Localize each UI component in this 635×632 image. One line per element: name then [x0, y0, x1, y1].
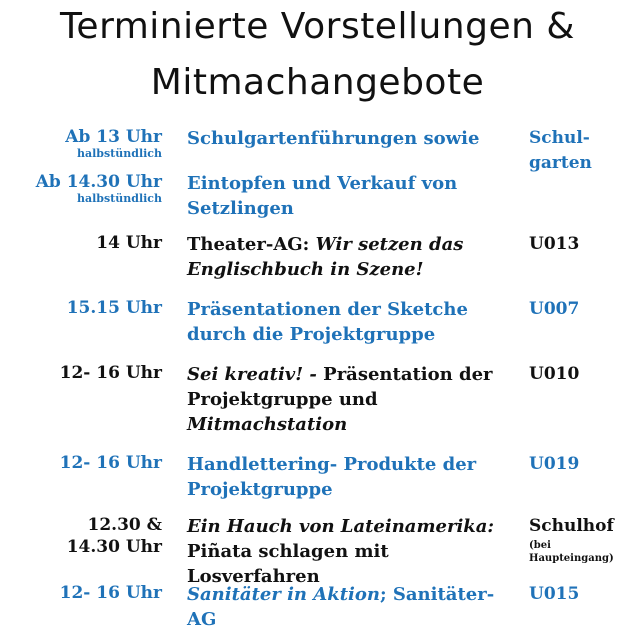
room-line-1: Schul-	[529, 128, 590, 148]
time-label: 14 Uhr	[96, 233, 162, 253]
time-cell	[10, 171, 162, 205]
time-cell	[10, 514, 162, 558]
time-label: 12- 16 Uhr	[59, 363, 162, 383]
room-label: U015	[529, 584, 580, 604]
room-cell	[529, 297, 633, 322]
time-cell	[10, 232, 162, 254]
time-cell	[10, 452, 162, 474]
description-line-1: Präsentation der	[323, 364, 493, 385]
description-plain: Theater-AG:	[187, 234, 316, 255]
room-label: U019	[529, 454, 580, 474]
time-line-2: 14.30 Uhr	[66, 537, 162, 557]
description-italic: Sanitäter in Aktion	[187, 584, 380, 605]
description-line-2: Setzlingen	[187, 198, 294, 219]
description-line-1: Präsentationen der Sketche	[187, 299, 468, 320]
description-line-2: Piñata schlagen mit Losverfahren	[187, 541, 389, 587]
room-cell	[529, 362, 633, 387]
time-label: 12- 16 Uhr	[59, 583, 162, 603]
room-cell	[529, 514, 633, 565]
time-label: 12- 16 Uhr	[59, 453, 162, 473]
description-cell	[187, 452, 517, 502]
room-label: U010	[529, 364, 580, 384]
room-label: U013	[529, 234, 580, 254]
description-italic: Ein Hauch von Lateinamerika:	[187, 516, 495, 537]
time-label: 15.15 Uhr	[66, 298, 162, 318]
description-cell	[187, 126, 517, 151]
time-line-1: 12.30 &	[87, 515, 162, 535]
room-cell	[529, 232, 633, 257]
description-cell	[187, 514, 517, 589]
description-line-2: Projektgruppe	[187, 479, 333, 500]
description-line-1: Eintopfen und Verkauf von	[187, 173, 458, 194]
room-note-2: Haupteingang)	[529, 553, 614, 564]
room-note-1: (bei	[529, 540, 551, 551]
description-cell	[187, 171, 517, 221]
description-text: Schulgartenführungen sowie	[187, 128, 480, 149]
description-line-2: Projektgruppe und	[187, 389, 378, 410]
room-cell	[529, 126, 633, 176]
room-cell	[529, 452, 633, 477]
room-line-2: garten	[529, 153, 592, 173]
time-label: Ab 14.30 Uhr	[35, 172, 162, 192]
description-italic-1: Wir setzen das	[315, 234, 464, 255]
time-cell	[10, 126, 162, 160]
description-cell	[187, 297, 517, 347]
time-cell	[10, 582, 162, 604]
page-title-line-1: Terminierte Vorstellungen &	[60, 6, 575, 47]
room-label: U007	[529, 299, 580, 319]
description-cell	[187, 362, 517, 437]
description-italic-3: Mitmachstation	[187, 414, 348, 435]
time-cell	[10, 297, 162, 319]
description-italic: Sei kreativ! -	[187, 364, 324, 385]
description-line-1: Handlettering- Produkte der	[187, 454, 477, 475]
description-plain: ; Sanitäter-AG	[187, 584, 495, 630]
time-note: halbstündlich	[76, 147, 162, 160]
room-label: Schulhof	[529, 516, 614, 536]
page-title-line-2: Mitmachangebote	[150, 62, 485, 103]
description-cell	[187, 232, 517, 282]
room-cell	[529, 582, 633, 607]
description-italic-2: Englischbuch in Szene!	[187, 259, 424, 280]
time-label: Ab 13 Uhr	[65, 127, 162, 147]
time-cell	[10, 362, 162, 384]
time-note: halbstündlich	[76, 192, 162, 205]
description-line-2: durch die Projektgruppe	[187, 324, 436, 345]
